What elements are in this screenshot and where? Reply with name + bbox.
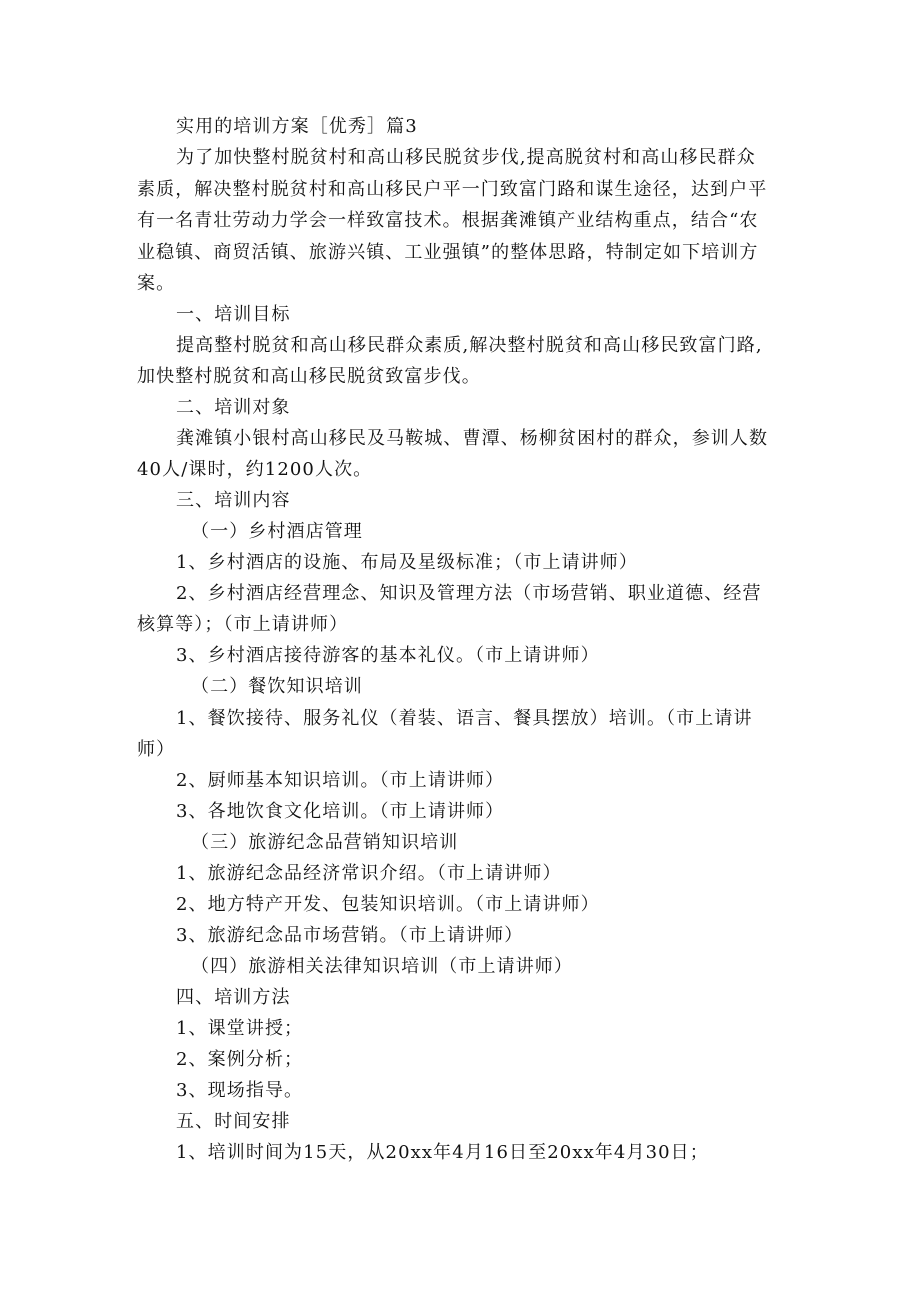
section-3-heading: 三、培训内容 bbox=[176, 490, 291, 511]
subsection-2-heading: （二）餐饮知识培训 bbox=[191, 676, 363, 697]
section-5-item-1: 1、培训时间为15天，从20xx年4月16日至20xx年4月30日； bbox=[176, 1142, 709, 1163]
subsection-2-item-3: 3、各地饮食文化培训。（市上请讲师） bbox=[176, 801, 505, 822]
subsection-1-heading: （一）乡村酒店管理 bbox=[191, 521, 363, 542]
section-4-item-3: 3、现场指导。 bbox=[176, 1080, 304, 1101]
intro-line-1: 为了加快整村脱贫村和高山移民脱贫步伐,提高脱贫村和高山移民群众 bbox=[176, 147, 756, 168]
intro-line-2: 素质，解决整村脱贫村和高山移民户平一门致富门路和谋生途径，达到户平 bbox=[137, 179, 768, 200]
subsection-3-heading: （三）旅游纪念品营销知识培训 bbox=[191, 832, 459, 853]
subsection-1-item-2: 2、乡村酒店经营理念、知识及管理方法（市场营销、职业道德、经营 bbox=[176, 583, 762, 604]
section-1-line-1: 提高整村脱贫和高山移民群众素质,解决整村脱贫和高山移民致富门路, bbox=[176, 335, 763, 356]
section-4-item-2: 2、案例分析； bbox=[176, 1049, 304, 1070]
subsection-1-item-2-cont: 核算等）；（市上请讲师） bbox=[137, 614, 349, 635]
document-title: 实用的培训方案［优秀］篇3 bbox=[176, 116, 418, 137]
intro-line-4: 业稳镇、商贸活镇、旅游兴镇、工业强镇”的整体思路，特制定如下培训方 bbox=[137, 242, 759, 263]
subsection-4-heading: （四）旅游相关法律知识培训（市上请讲师） bbox=[191, 956, 573, 977]
intro-line-3: 有一名青壮劳动力学会一样致富技术。根据龚滩镇产业结构重点，结合“农 bbox=[137, 210, 759, 231]
section-2-line-2: 40人/课时，约1200人次。 bbox=[137, 459, 373, 480]
subsection-1-item-3: 3、乡村酒店接待游客的基本礼仪。（市上请讲师） bbox=[176, 645, 600, 666]
section-4-heading: 四、培训方法 bbox=[176, 987, 291, 1008]
subsection-3-item-3: 3、旅游纪念品市场营销。（市上请讲师） bbox=[176, 925, 524, 946]
subsection-2-item-1: 1、餐饮接待、服务礼仪（着装、语言、餐具摆放）培训。（市上请讲 bbox=[176, 708, 753, 729]
section-4-item-1: 1、课堂讲授； bbox=[176, 1018, 304, 1039]
subsection-2-item-1-cont: 师） bbox=[137, 739, 176, 760]
section-5-heading: 五、时间安排 bbox=[176, 1111, 291, 1132]
section-1-heading: 一、培训目标 bbox=[176, 304, 291, 325]
subsection-3-item-2: 2、地方特产开发、包装知识培训。（市上请讲师） bbox=[176, 894, 600, 915]
section-1-line-2: 加快整村脱贫和高山移民脱贫致富步伐。 bbox=[137, 366, 481, 387]
intro-line-5: 案。 bbox=[137, 273, 176, 294]
section-2-heading: 二、培训对象 bbox=[176, 397, 291, 418]
subsection-3-item-1: 1、旅游纪念品经济常识介绍。（市上请讲师） bbox=[176, 863, 562, 884]
section-2-line-1: 龚滩镇小银村高山移民及马鞍城、曹潭、杨柳贫困村的群众，参训人数 bbox=[176, 428, 769, 449]
subsection-2-item-2: 2、厨师基本知识培训。（市上请讲师） bbox=[176, 770, 505, 791]
subsection-1-item-1: 1、乡村酒店的设施、布局及星级标准；（市上请讲师） bbox=[176, 552, 638, 573]
